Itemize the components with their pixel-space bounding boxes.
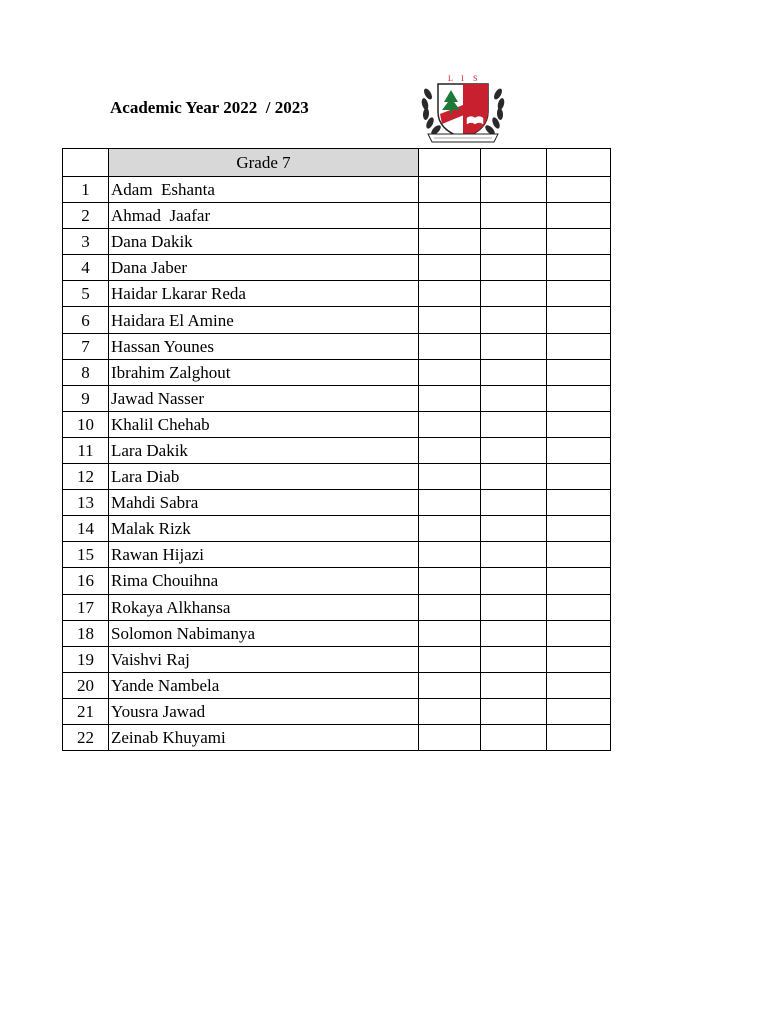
row-number-cell: 10: [63, 411, 109, 437]
student-name-cell: Ibrahim Zalghout: [109, 359, 419, 385]
blank-cell: [419, 229, 481, 255]
blank-cell: [419, 594, 481, 620]
table-row: [63, 516, 611, 542]
blank-cell: [419, 698, 481, 724]
blank-cell: [481, 542, 547, 568]
row-number-cell: 1: [63, 177, 109, 203]
row-number-cell: 8: [63, 359, 109, 385]
table-row: [63, 698, 611, 724]
blank-cell: [419, 516, 481, 542]
blank-cell: [547, 568, 611, 594]
blank-cell: [481, 568, 547, 594]
blank-cell: [481, 620, 547, 646]
blank-cell: [419, 620, 481, 646]
student-name-cell: Haidar Lkarar Reda: [109, 281, 419, 307]
table-row: [63, 437, 611, 463]
school-crest-icon: [418, 72, 508, 150]
student-name-cell: Mahdi Sabra: [109, 490, 419, 516]
table-row: [63, 203, 611, 229]
blank-cell: [547, 281, 611, 307]
student-name-cell: Rokaya Alkhansa: [109, 594, 419, 620]
blank-cell: [419, 359, 481, 385]
blank-cell: [547, 177, 611, 203]
crest-letter: L: [448, 74, 453, 83]
blank-cell: [547, 229, 611, 255]
row-number-cell: 2: [63, 203, 109, 229]
row-number-cell: 6: [63, 307, 109, 333]
blank-cell: [547, 672, 611, 698]
blank-header-cell: [547, 149, 611, 177]
student-name-cell: Malak Rizk: [109, 516, 419, 542]
student-name-cell: Dana Jaber: [109, 255, 419, 281]
row-number-cell: 20: [63, 672, 109, 698]
row-number-cell: 7: [63, 333, 109, 359]
crest-letter: S: [473, 74, 478, 83]
student-name-cell: Ahmad Jaafar: [109, 203, 419, 229]
table-row: [63, 385, 611, 411]
blank-cell: [419, 255, 481, 281]
table-row: [63, 568, 611, 594]
student-name-cell: Yande Nambela: [109, 672, 419, 698]
row-number-cell: 14: [63, 516, 109, 542]
blank-cell: [547, 698, 611, 724]
blank-cell: [419, 411, 481, 437]
row-number-cell: 12: [63, 464, 109, 490]
table-header-row: [63, 149, 611, 177]
blank-cell: [419, 464, 481, 490]
blank-cell: [481, 516, 547, 542]
student-name-cell: Lara Dakik: [109, 437, 419, 463]
table-row: [63, 490, 611, 516]
blank-cell: [547, 385, 611, 411]
table-row: [63, 620, 611, 646]
student-name-cell: Haidara El Amine: [109, 307, 419, 333]
table-row: [63, 594, 611, 620]
table-row: [63, 672, 611, 698]
row-number-cell: 18: [63, 620, 109, 646]
blank-cell: [481, 281, 547, 307]
blank-header-cell: [481, 149, 547, 177]
table-row: [63, 229, 611, 255]
blank-cell: [481, 255, 547, 281]
student-name-cell: Khalil Chehab: [109, 411, 419, 437]
blank-cell: [419, 672, 481, 698]
table-row: [63, 255, 611, 281]
row-number-cell: 15: [63, 542, 109, 568]
blank-cell: [547, 542, 611, 568]
blank-cell: [481, 229, 547, 255]
table-row: [63, 411, 611, 437]
blank-cell: [547, 620, 611, 646]
student-name-cell: Rawan Hijazi: [109, 542, 419, 568]
row-number-cell: 11: [63, 437, 109, 463]
blank-cell: [547, 646, 611, 672]
blank-cell: [481, 177, 547, 203]
table-row: [63, 359, 611, 385]
blank-cell: [481, 359, 547, 385]
blank-cell: [481, 672, 547, 698]
crest-letter: I: [461, 74, 464, 83]
blank-cell: [481, 203, 547, 229]
row-number-cell: 5: [63, 281, 109, 307]
blank-cell: [419, 437, 481, 463]
blank-cell: [481, 307, 547, 333]
blank-cell: [481, 724, 547, 750]
table-row: [63, 724, 611, 750]
blank-cell: [419, 281, 481, 307]
blank-cell: [481, 490, 547, 516]
blank-cell: [547, 411, 611, 437]
table-row: [63, 333, 611, 359]
student-name-cell: Vaishvi Raj: [109, 646, 419, 672]
blank-cell: [481, 333, 547, 359]
student-name-cell: Jawad Nasser: [109, 385, 419, 411]
student-roster-table: [62, 148, 611, 751]
blank-header-cell: [419, 149, 481, 177]
blank-cell: [481, 385, 547, 411]
blank-cell: [481, 646, 547, 672]
blank-cell: [419, 385, 481, 411]
table-row: [63, 464, 611, 490]
row-number-cell: 17: [63, 594, 109, 620]
blank-cell: [547, 724, 611, 750]
blank-cell: [419, 724, 481, 750]
student-name-cell: Solomon Nabimanya: [109, 620, 419, 646]
blank-cell: [547, 490, 611, 516]
page-title: Academic Year 2022 / 2023: [110, 98, 309, 117]
blank-cell: [419, 333, 481, 359]
row-number-cell: 19: [63, 646, 109, 672]
student-name-cell: Lara Diab: [109, 464, 419, 490]
row-number-cell: 9: [63, 385, 109, 411]
table-row: [63, 281, 611, 307]
row-number-cell: 21: [63, 698, 109, 724]
blank-cell: [481, 698, 547, 724]
table-row: [63, 542, 611, 568]
row-number-cell: 3: [63, 229, 109, 255]
row-number-cell: 22: [63, 724, 109, 750]
row-number-cell: 13: [63, 490, 109, 516]
blank-cell: [547, 255, 611, 281]
blank-cell: [419, 568, 481, 594]
blank-cell: [419, 490, 481, 516]
student-name-cell: Adam Eshanta: [109, 177, 419, 203]
table-row: [63, 307, 611, 333]
table-row: [63, 177, 611, 203]
row-number-cell: 4: [63, 255, 109, 281]
blank-cell: [547, 464, 611, 490]
student-name-cell: Hassan Younes: [109, 333, 419, 359]
blank-cell: [419, 307, 481, 333]
blank-cell: [547, 594, 611, 620]
blank-cell: [419, 542, 481, 568]
blank-cell: [419, 646, 481, 672]
table-row: [63, 646, 611, 672]
blank-cell: [547, 307, 611, 333]
blank-cell: [419, 177, 481, 203]
student-name-cell: Yousra Jawad: [109, 698, 419, 724]
grade-header-cell: Grade 7: [109, 149, 419, 177]
blank-cell: [547, 359, 611, 385]
blank-cell: [547, 437, 611, 463]
row-number-cell: 16: [63, 568, 109, 594]
student-name-cell: Dana Dakik: [109, 229, 419, 255]
blank-cell: [419, 203, 481, 229]
blank-cell: [481, 594, 547, 620]
student-name-cell: Zeinab Khuyami: [109, 724, 419, 750]
header-number-cell: [63, 149, 109, 177]
student-name-cell: Rima Chouihna: [109, 568, 419, 594]
blank-cell: [547, 516, 611, 542]
blank-cell: [481, 437, 547, 463]
blank-cell: [481, 411, 547, 437]
blank-cell: [547, 203, 611, 229]
blank-cell: [547, 333, 611, 359]
blank-cell: [481, 464, 547, 490]
